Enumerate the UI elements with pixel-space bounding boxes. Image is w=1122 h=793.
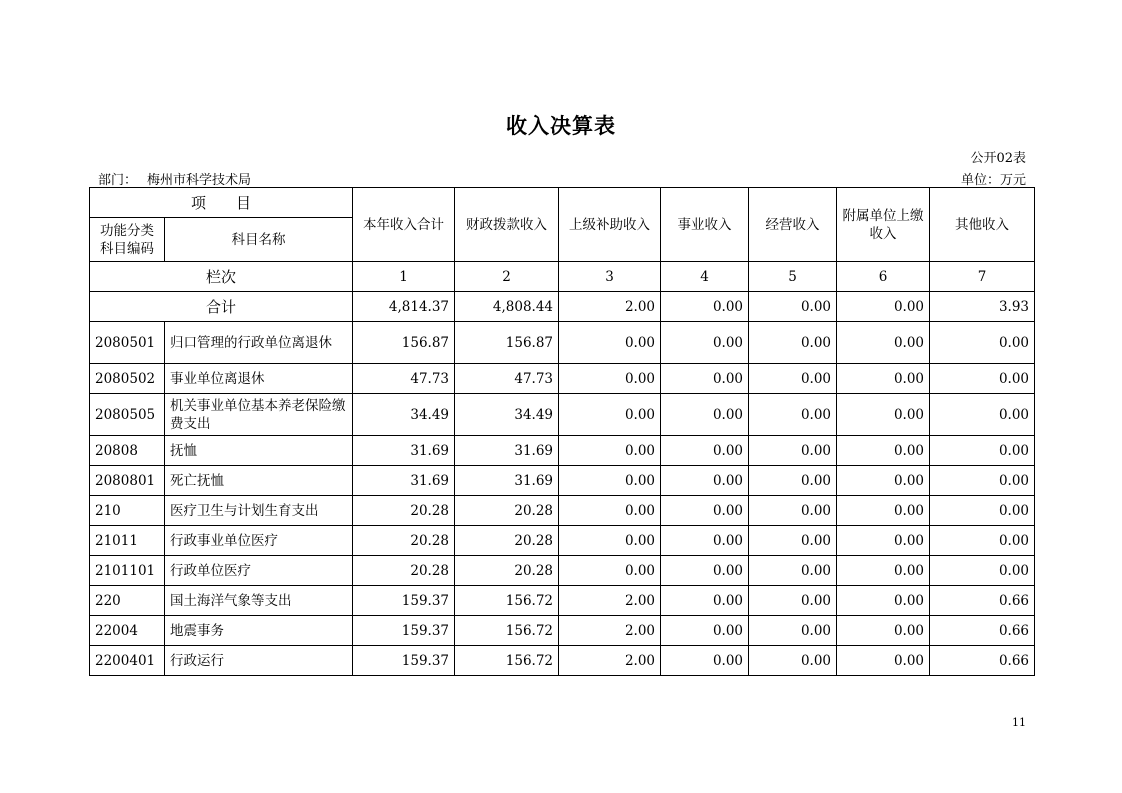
func-code-cell: 220 xyxy=(90,586,165,616)
amount-cell: 0.66 xyxy=(930,646,1035,676)
amount-cell: 156.72 xyxy=(455,586,559,616)
amount-cell: 0.00 xyxy=(837,496,930,526)
subject-name-cell: 机关事业单位基本养老保险缴费支出 xyxy=(165,394,353,436)
header-col-superior: 上级补助收入 xyxy=(559,188,661,262)
amount-cell: 0.00 xyxy=(749,394,837,436)
subject-name-cell: 抚恤 xyxy=(165,436,353,466)
amount-cell: 0.00 xyxy=(837,364,930,394)
table-row xyxy=(90,646,1035,676)
amount-cell: 0.00 xyxy=(837,526,930,556)
amount-cell: 47.73 xyxy=(353,364,455,394)
amount-cell: 0.00 xyxy=(749,364,837,394)
amount-cell: 0.00 xyxy=(749,322,837,364)
table-body xyxy=(90,188,1035,676)
amount-cell: 156.72 xyxy=(455,646,559,676)
amount-cell: 0.00 xyxy=(930,322,1035,364)
column-index-cell: 1 xyxy=(353,262,455,292)
amount-cell: 20.28 xyxy=(455,526,559,556)
amount-cell: 0.00 xyxy=(749,646,837,676)
amount-cell: 0.00 xyxy=(930,556,1035,586)
amount-cell: 20.28 xyxy=(353,496,455,526)
amount-cell: 159.37 xyxy=(353,616,455,646)
subject-name-cell: 医疗卫生与计划生育支出 xyxy=(165,496,353,526)
page-title: 收入决算表 xyxy=(506,113,616,138)
amount-cell: 159.37 xyxy=(353,586,455,616)
amount-cell: 0.00 xyxy=(837,556,930,586)
form-number: 公开02表 xyxy=(970,151,1026,166)
total-cell: 0.00 xyxy=(837,292,930,322)
func-code-cell: 21011 xyxy=(90,526,165,556)
header-col-operating: 经营收入 xyxy=(749,188,837,262)
total-cell: 3.93 xyxy=(930,292,1035,322)
department-line xyxy=(98,169,251,188)
page-number: 11 xyxy=(1012,716,1026,729)
table-row xyxy=(90,556,1035,586)
amount-cell: 0.00 xyxy=(930,526,1035,556)
header-col-affiliated: 附属单位上缴收入 xyxy=(837,188,930,262)
column-index-cell: 6 xyxy=(837,262,930,292)
amount-cell: 47.73 xyxy=(455,364,559,394)
amount-cell: 0.00 xyxy=(661,496,749,526)
amount-cell: 0.00 xyxy=(930,364,1035,394)
amount-cell: 0.00 xyxy=(661,616,749,646)
amount-cell: 159.37 xyxy=(353,646,455,676)
table-row xyxy=(90,526,1035,556)
table-row xyxy=(90,586,1035,616)
amount-cell: 156.87 xyxy=(455,322,559,364)
total-cell: 0.00 xyxy=(749,292,837,322)
amount-cell: 0.00 xyxy=(559,496,661,526)
amount-cell: 20.28 xyxy=(353,526,455,556)
column-index-cell: 7 xyxy=(930,262,1035,292)
table-row xyxy=(90,496,1035,526)
amount-cell: 2.00 xyxy=(559,586,661,616)
amount-cell: 20.28 xyxy=(455,556,559,586)
subject-name-cell: 国土海洋气象等支出 xyxy=(165,586,353,616)
amount-cell: 0.66 xyxy=(930,616,1035,646)
amount-cell: 31.69 xyxy=(353,466,455,496)
amount-cell: 0.00 xyxy=(661,394,749,436)
header-col-total: 本年收入合计 xyxy=(353,188,455,262)
column-index-label: 栏次 xyxy=(90,262,353,292)
amount-cell: 0.00 xyxy=(661,646,749,676)
table-row xyxy=(90,436,1035,466)
func-code-cell: 2200401 xyxy=(90,646,165,676)
amount-cell: 0.00 xyxy=(559,322,661,364)
amount-cell: 2.00 xyxy=(559,616,661,646)
amount-cell: 0.00 xyxy=(749,586,837,616)
amount-cell: 0.00 xyxy=(837,394,930,436)
amount-cell: 31.69 xyxy=(455,466,559,496)
amount-cell: 0.00 xyxy=(559,556,661,586)
header-func-code: 功能分类科目编码 xyxy=(90,218,165,262)
func-code-cell: 20808 xyxy=(90,436,165,466)
amount-cell: 156.87 xyxy=(353,322,455,364)
amount-cell: 0.00 xyxy=(749,616,837,646)
column-index-cell: 5 xyxy=(749,262,837,292)
amount-cell: 2.00 xyxy=(559,646,661,676)
amount-cell: 0.00 xyxy=(837,322,930,364)
amount-cell: 0.00 xyxy=(930,394,1035,436)
department-label: 部门： xyxy=(98,173,138,188)
amount-cell: 0.00 xyxy=(661,526,749,556)
header-col-other: 其他收入 xyxy=(930,188,1035,262)
amount-cell: 0.00 xyxy=(837,586,930,616)
amount-cell: 0.00 xyxy=(837,646,930,676)
subject-name-cell: 行政单位医疗 xyxy=(165,556,353,586)
column-index-row xyxy=(90,262,1035,292)
func-code-cell: 2080501 xyxy=(90,322,165,364)
amount-cell: 0.00 xyxy=(661,466,749,496)
func-code-cell: 2080505 xyxy=(90,394,165,436)
table-row xyxy=(90,322,1035,364)
subject-name-cell: 行政运行 xyxy=(165,646,353,676)
amount-cell: 31.69 xyxy=(353,436,455,466)
amount-cell: 0.00 xyxy=(661,436,749,466)
amount-cell: 0.00 xyxy=(559,466,661,496)
subject-name-cell: 归口管理的行政单位离退休 xyxy=(165,322,353,364)
amount-cell: 34.49 xyxy=(353,394,455,436)
amount-cell: 0.00 xyxy=(559,526,661,556)
header-subject-name: 科目名称 xyxy=(165,218,353,262)
amount-cell: 0.00 xyxy=(559,364,661,394)
total-cell: 2.00 xyxy=(559,292,661,322)
total-cell: 4,814.37 xyxy=(353,292,455,322)
header-row-1 xyxy=(90,188,1035,218)
amount-cell: 0.00 xyxy=(837,436,930,466)
column-index-cell: 2 xyxy=(455,262,559,292)
amount-cell: 0.00 xyxy=(749,466,837,496)
amount-cell: 0.00 xyxy=(837,616,930,646)
amount-cell: 0.00 xyxy=(661,322,749,364)
table-row xyxy=(90,466,1035,496)
header-col-fiscal: 财政拨款收入 xyxy=(455,188,559,262)
amount-cell: 0.00 xyxy=(749,526,837,556)
amount-cell: 0.66 xyxy=(930,586,1035,616)
subject-name-cell: 死亡抚恤 xyxy=(165,466,353,496)
func-code-cell: 2080801 xyxy=(90,466,165,496)
amount-cell: 0.00 xyxy=(661,556,749,586)
amount-cell: 0.00 xyxy=(749,556,837,586)
amount-cell: 0.00 xyxy=(749,436,837,466)
amount-cell: 0.00 xyxy=(749,496,837,526)
amount-cell: 0.00 xyxy=(837,466,930,496)
amount-cell: 0.00 xyxy=(661,586,749,616)
department-name: 梅州市科学技术局 xyxy=(147,173,252,188)
subject-name-cell: 事业单位离退休 xyxy=(165,364,353,394)
unit-label: 单位：万元 xyxy=(960,173,1026,188)
subject-name-cell: 行政事业单位医疗 xyxy=(165,526,353,556)
total-cell: 0.00 xyxy=(661,292,749,322)
column-index-cell: 4 xyxy=(661,262,749,292)
column-index-cell: 3 xyxy=(559,262,661,292)
subject-name-cell: 地震事务 xyxy=(165,616,353,646)
total-row xyxy=(90,292,1035,322)
income-settlement-table xyxy=(89,187,1035,676)
header-item: 项 目 xyxy=(90,188,353,218)
amount-cell: 0.00 xyxy=(559,394,661,436)
total-label: 合计 xyxy=(90,292,353,322)
amount-cell: 156.72 xyxy=(455,616,559,646)
amount-cell: 34.49 xyxy=(455,394,559,436)
amount-cell: 0.00 xyxy=(930,496,1035,526)
amount-cell: 20.28 xyxy=(353,556,455,586)
table-row xyxy=(90,616,1035,646)
func-code-cell: 2101101 xyxy=(90,556,165,586)
total-cell: 4,808.44 xyxy=(455,292,559,322)
amount-cell: 0.00 xyxy=(930,436,1035,466)
func-code-cell: 2080502 xyxy=(90,364,165,394)
func-code-cell: 22004 xyxy=(90,616,165,646)
header-col-business: 事业收入 xyxy=(661,188,749,262)
table-row xyxy=(90,394,1035,436)
amount-cell: 0.00 xyxy=(661,364,749,394)
amount-cell: 0.00 xyxy=(559,436,661,466)
amount-cell: 20.28 xyxy=(455,496,559,526)
amount-cell: 0.00 xyxy=(930,466,1035,496)
table-row xyxy=(90,364,1035,394)
amount-cell: 31.69 xyxy=(455,436,559,466)
func-code-cell: 210 xyxy=(90,496,165,526)
